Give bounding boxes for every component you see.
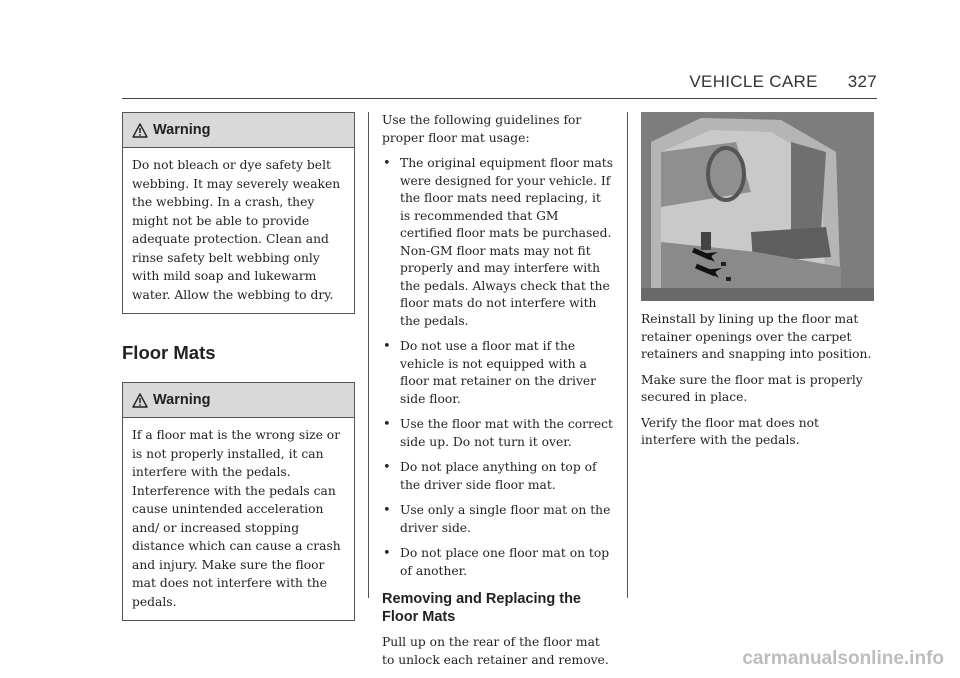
column-1 xyxy=(122,112,355,621)
reinstall-instructions: Reinstall by lining up the floor mat retainer openings over the carpet retainers and snapping into position. xyxy=(641,312,872,361)
watermark: carmanualsonline.info xyxy=(742,648,944,669)
verify-instructions: Verify the floor mat does not interfere with the pedals. xyxy=(641,415,819,447)
list-item: • Do not place anything on top of the driver side floor mat. xyxy=(382,459,614,494)
column-2 xyxy=(382,112,614,677)
removing-replacing-heading: Removing and Replacing the Floor Mats xyxy=(382,591,581,625)
guidelines-list xyxy=(382,155,614,580)
guidelines-intro: Use the following guidelines for proper floor mat usage: xyxy=(382,113,582,145)
warning-triangle-icon xyxy=(132,123,148,138)
list-item: • The original equipment floor mats were designed for your vehicle. If the floor mats need replacing, it is recommended that GM certified floor mats be purchased. Non-GM floor mats may not fit properly and may interfere with the pedals. Always check that the floor mats do not interfere with the pedals. xyxy=(382,155,614,330)
list-item: • Do not place one floor mat on top of another. xyxy=(382,545,614,580)
header-rule xyxy=(122,98,877,99)
warning-text: Do not bleach or dye safety belt webbing. It may severely weaken the webbing. In a crash, they might not be able to provide adequate protection. Clean and rinse safety belt webbing only with mild soap and lukewarm water. Allow the webbing to dry. xyxy=(132,158,341,302)
page-number: 327 xyxy=(847,72,877,91)
warning-title: Warning xyxy=(153,392,211,408)
remove-instructions: Pull up on the rear of the floor mat to unlock each retainer and remove. xyxy=(382,635,609,667)
column-divider-2 xyxy=(627,112,628,598)
column-divider-1 xyxy=(368,112,369,598)
warning-box-floor-mat xyxy=(122,382,355,621)
list-item: • Use the floor mat with the correct side up. Do not turn it over. xyxy=(382,416,614,451)
list-item: • Do not use a floor mat if the vehicle is not equipped with a floor mat retainer on the driver side floor. xyxy=(382,338,614,408)
page-header xyxy=(0,72,877,92)
column-3 xyxy=(641,112,877,458)
list-item: • Use only a single floor mat on the driver side. xyxy=(382,502,614,537)
floor-mat-retainer-illustration xyxy=(641,112,874,301)
floor-mats-heading: Floor Mats xyxy=(122,342,216,363)
warning-text: If a floor mat is the wrong size or is not properly installed, it can interfere with the pedals. Interference with the pedals can cause unintended acceleration and/ or increased stopping distance which can cause a crash and injury. Make sure the floor mat does not interfere with the pedals. xyxy=(132,428,341,609)
section-title: VEHICLE CARE xyxy=(689,72,818,91)
warning-triangle-icon xyxy=(132,393,148,408)
secure-instructions: Make sure the floor mat is properly secured in place. xyxy=(641,372,863,404)
warning-title: Warning xyxy=(153,122,211,138)
warning-box-safety-belt xyxy=(122,112,355,314)
